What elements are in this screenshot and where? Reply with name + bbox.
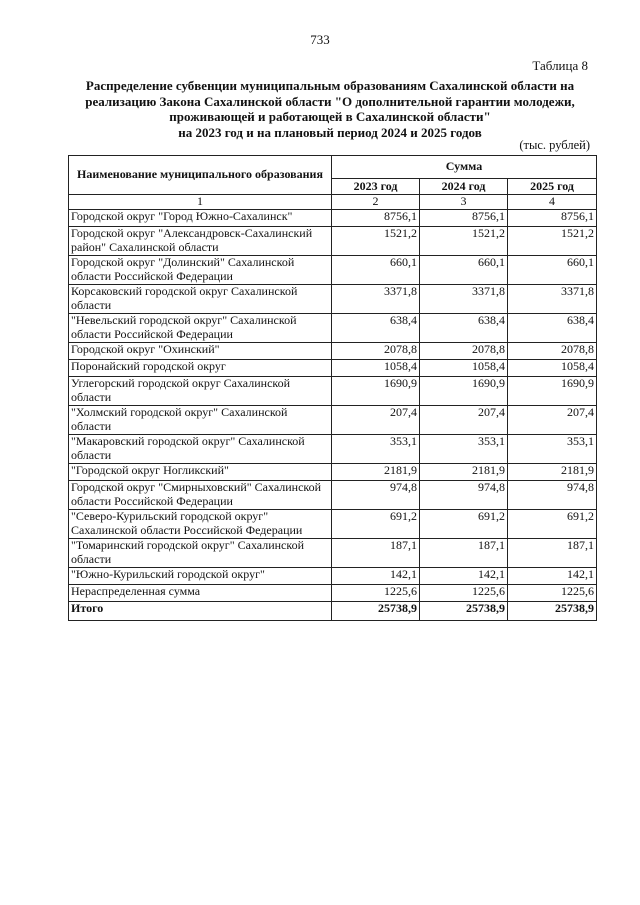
value-2025: 974,8 (508, 481, 597, 510)
value-2025: 660,1 (508, 256, 597, 285)
value-2023: 2181,9 (332, 464, 420, 481)
value-2023: 207,4 (332, 406, 420, 435)
value-2023: 1058,4 (332, 360, 420, 377)
table-row (69, 343, 597, 360)
value-2024: 2181,9 (420, 464, 508, 481)
value-2025: 1225,6 (508, 585, 597, 602)
title-line: Распределение субвенции муниципальным образованиям Сахалинской области на (85, 78, 575, 93)
value-2025: 3371,8 (508, 285, 597, 314)
value-2023: 187,1 (332, 539, 420, 568)
table-row (69, 256, 597, 285)
title-line: проживающей и работающей в Сахалинской области" (169, 109, 491, 124)
value-2024: 660,1 (420, 256, 508, 285)
value-2024: 353,1 (420, 435, 508, 464)
units-label: (тыс. рублей) (519, 138, 590, 152)
value-2023: 2078,8 (332, 343, 420, 360)
table-row (69, 464, 597, 481)
value-2025: 2181,9 (508, 464, 597, 481)
municipality-name: Городской округ "Смирныховский" Сахалинской области Российской Федерации (69, 481, 332, 510)
table-row (69, 585, 597, 602)
value-2023: 638,4 (332, 314, 420, 343)
value-2024: 1690,9 (420, 377, 508, 406)
value-2024: 142,1 (420, 568, 508, 585)
table-row (69, 285, 597, 314)
total-2024: 25738,9 (420, 602, 508, 621)
municipality-name: Поронайский городской округ (69, 360, 332, 377)
subvention-table (68, 155, 597, 621)
value-2023: 3371,8 (332, 285, 420, 314)
value-2023: 660,1 (332, 256, 420, 285)
header-2025: 2025 год (508, 179, 597, 195)
total-row (69, 602, 597, 621)
column-index: 4 (508, 195, 597, 210)
header-name: Наименование муниципального образования (69, 156, 332, 195)
column-index: 2 (332, 195, 420, 210)
table-row (69, 406, 597, 435)
header-sum: Сумма (332, 156, 597, 179)
value-2024: 1521,2 (420, 227, 508, 256)
table-row (69, 568, 597, 585)
value-2025: 142,1 (508, 568, 597, 585)
municipality-name: "Городской округ Ногликский" (69, 464, 332, 481)
table-title (70, 78, 590, 140)
value-2024: 691,2 (420, 510, 508, 539)
value-2025: 8756,1 (508, 210, 597, 227)
municipality-name: Углегорский городской округ Сахалинской области (69, 377, 332, 406)
value-2024: 1225,6 (420, 585, 508, 602)
table-row (69, 435, 597, 464)
value-2023: 8756,1 (332, 210, 420, 227)
table-row (69, 510, 597, 539)
value-2023: 691,2 (332, 510, 420, 539)
table-row (69, 210, 597, 227)
total-2025: 25738,9 (508, 602, 597, 621)
value-2023: 1225,6 (332, 585, 420, 602)
value-2025: 691,2 (508, 510, 597, 539)
municipality-name: "Томаринский городской округ" Сахалинской области (69, 539, 332, 568)
municipality-name: "Северо-Курильский городской округ" Сахалинской области Российской Федерации (69, 510, 332, 539)
column-index: 1 (69, 195, 332, 210)
municipality-name: "Холмский городской округ" Сахалинской области (69, 406, 332, 435)
municipality-name: Городской округ "Долинский" Сахалинской области Российской Федерации (69, 256, 332, 285)
table-row (69, 227, 597, 256)
title-line: реализацию Закона Сахалинской области "О дополнительной гарантии молодежи, (85, 93, 575, 109)
value-2025: 1058,4 (508, 360, 597, 377)
municipality-name: "Макаровский городской округ" Сахалинской области (69, 435, 332, 464)
table-row (69, 481, 597, 510)
value-2024: 187,1 (420, 539, 508, 568)
municipality-name: "Невельский городской округ" Сахалинской области Российской Федерации (69, 314, 332, 343)
value-2025: 207,4 (508, 406, 597, 435)
header-2024: 2024 год (420, 179, 508, 195)
value-2025: 2078,8 (508, 343, 597, 360)
municipality-name: Городской округ "Город Южно-Сахалинск" (69, 210, 332, 227)
value-2023: 142,1 (332, 568, 420, 585)
title-line: на 2023 год и на плановый период 2024 и 2025 годов (178, 124, 482, 140)
table-row (69, 360, 597, 377)
value-2024: 1058,4 (420, 360, 508, 377)
value-2024: 207,4 (420, 406, 508, 435)
value-2023: 1521,2 (332, 227, 420, 256)
total-label: Итого (69, 602, 332, 621)
value-2025: 353,1 (508, 435, 597, 464)
municipality-name: Корсаковский городской округ Сахалинской области (69, 285, 332, 314)
table-row (69, 377, 597, 406)
value-2023: 974,8 (332, 481, 420, 510)
municipality-name: Нераспределенная сумма (69, 585, 332, 602)
column-index: 3 (420, 195, 508, 210)
value-2025: 1690,9 (508, 377, 597, 406)
municipality-name: Городской округ "Александровск-Сахалинский район" Сахалинской области (69, 227, 332, 256)
value-2025: 1521,2 (508, 227, 597, 256)
value-2023: 353,1 (332, 435, 420, 464)
municipality-name: "Южно-Курильский городской округ" (69, 568, 332, 585)
table-row (69, 539, 597, 568)
value-2025: 638,4 (508, 314, 597, 343)
header-2023: 2023 год (332, 179, 420, 195)
column-index-row (69, 195, 597, 210)
municipality-name: Городской округ "Охинский" (69, 343, 332, 360)
page-number: 733 (310, 32, 330, 47)
value-2024: 8756,1 (420, 210, 508, 227)
value-2024: 974,8 (420, 481, 508, 510)
value-2024: 2078,8 (420, 343, 508, 360)
table-label: Таблица 8 (532, 58, 588, 73)
value-2024: 3371,8 (420, 285, 508, 314)
total-2023: 25738,9 (332, 602, 420, 621)
value-2023: 1690,9 (332, 377, 420, 406)
value-2024: 638,4 (420, 314, 508, 343)
value-2025: 187,1 (508, 539, 597, 568)
table-row (69, 314, 597, 343)
